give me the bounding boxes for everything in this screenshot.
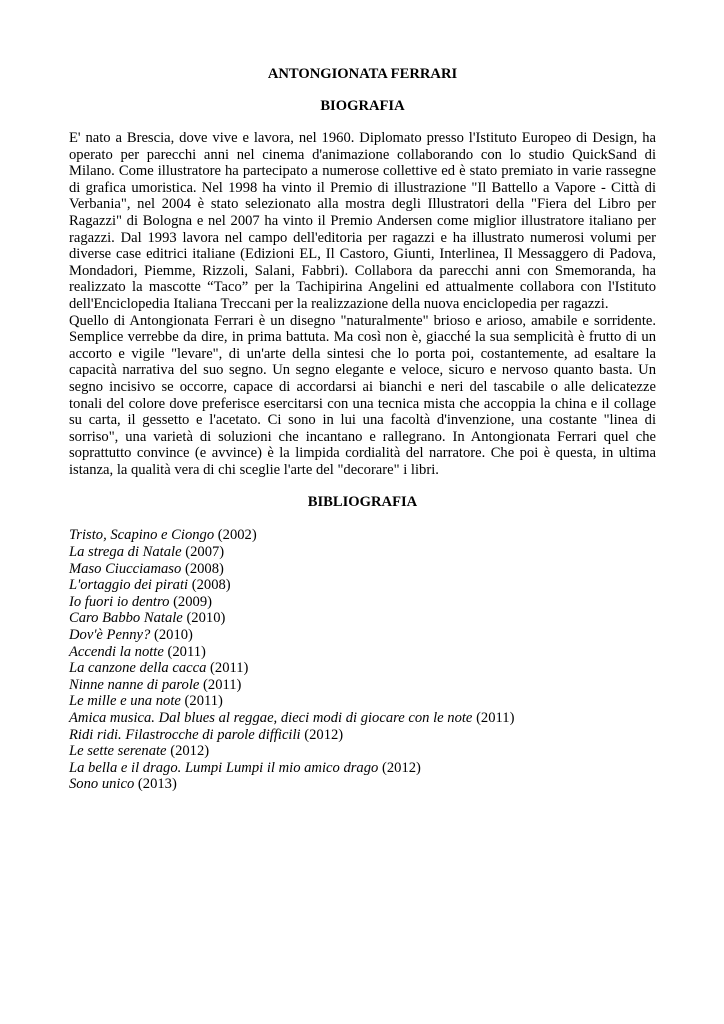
document-page	[69, 66, 656, 793]
book-title: La strega di Natale	[69, 544, 182, 561]
book-year: (2011)	[184, 693, 223, 710]
book-year: (2008)	[184, 560, 224, 577]
book-year: (2013)	[137, 776, 177, 793]
book-year: (2011)	[167, 643, 206, 660]
bibliography-item	[69, 577, 656, 594]
book-title: Maso Ciucciamaso	[69, 560, 182, 577]
bibliography-item	[69, 693, 656, 710]
bibliography-item	[69, 760, 656, 777]
biography-text	[69, 130, 656, 478]
book-title: Accendi la notte	[69, 643, 164, 660]
book-year: (2010)	[153, 627, 193, 644]
book-year: (2011)	[203, 676, 242, 693]
book-title: Tristo, Scapino e Ciongo	[69, 527, 215, 544]
author-heading: ANTONGIONATA FERRARI	[267, 66, 458, 82]
biography-paragraph-2: Quello di Antongionata Ferrari è un disegno "naturalmente" brioso e arioso, amabile e sorridente. Semplice verrebbe da dire, in prima battuta. Ma così non è, giacché la sua semplicità è frutto di un accorto e vigile "levare", di un'arte della sintesi che lo porta poi, costantemente, ad esaltare la capacità narrativa del suo segno. Un segno elegante e veloce, sicuro e nervoso quanto basta. Un segno incisivo se occorre, capace di accordarsi ai bianchi e neri del tascabile o alle delicatezze tonali del colore dove preferisce esercitarsi con una tecnica mista che accoppia la china e il collage su carta, il gessetto e l'acetato. Ci sono in lui una facoltà d'invenzione, una costante "linea di sorriso", una varietà di soluzioni che incantano e rallegrano. In Antongionata Ferrari quel che soprattutto convince (e avvince) è la limpida cordialità del narratore. Che poi è questa, in ultima istanza, la qualità vera di chi sceglie l'arte del "decorare" i libri.	[69, 312, 656, 478]
book-title: Amica musica. Dal blues al reggae, dieci modi di giocare con le note	[69, 710, 473, 726]
book-title: Io fuori io dentro	[69, 593, 170, 610]
bibliography-item	[69, 727, 656, 744]
bibliography-item	[69, 677, 656, 694]
bibliography-item	[69, 627, 656, 644]
book-title: Le mille e una note	[69, 693, 181, 710]
bibliography-item	[69, 594, 656, 611]
book-year: (2012)	[381, 759, 421, 776]
bibliography-item	[69, 644, 656, 661]
book-year: (2009)	[173, 593, 212, 610]
book-title: Le sette serenate	[69, 743, 167, 760]
bibliography-item	[69, 610, 656, 627]
book-year: (2012)	[304, 726, 344, 743]
book-year: (2011)	[476, 710, 515, 726]
book-title: Sono unico	[69, 776, 135, 793]
bibliography-item	[69, 561, 656, 578]
book-year: (2002)	[217, 527, 257, 544]
biography-paragraph-1: E' nato a Brescia, dove vive e lavora, nel 1960. Diplomato presso l'Istituto Europeo di Design, ha operato per parecchi anni nel cinema d'animazione collaborando con lo studio QuickSand di Milano. Come illustratore ha partecipato a numerose collettive ed è stato premiato in varie rassegne di grafica umoristica. Nel 1998 ha vinto il Premio di illustrazione "Il Battello a Vapore - Città di Verbania", nel 2004 è stato selezionato alla mostra degli Illustratori della "Fiera del Libro per Ragazzi" di Bologna e nel 2007 ha vinto il Premio Andersen come miglior illustratore italiano per ragazzi. Dal 1993 lavora nel campo dell'editoria per ragazzi e ha illustrato numerosi volumi per diverse case editrici italiane (Edizioni EL, Il Castoro, Giunti, Interlinea, Il Messaggero di Padova, Mondadori, Piemme, Rizzoli, Salani, Fabbri). Collabora da parecchi anni con Smemoranda, ha realizzato la mascotte “Taco” per la Tachipirina Angelini ed attualmente collabora con l'Istituto dell'Enciclopedia Italiana Treccani per la realizzazione della nuova enciclopedia per ragazzi.	[69, 130, 656, 312]
book-title: L'ortaggio dei pirati	[69, 577, 189, 594]
bibliography-list	[69, 527, 656, 793]
bibliography-item	[69, 544, 656, 561]
book-title: Ninne nanne di parole	[69, 676, 200, 693]
book-year: (2010)	[186, 610, 226, 627]
bibliography-item	[69, 660, 656, 677]
bibliography-item	[69, 743, 656, 760]
book-title: Dov'è Penny?	[69, 627, 151, 644]
bibliography-item	[69, 710, 656, 727]
book-year: (2007)	[185, 544, 225, 561]
book-year: (2012)	[170, 743, 210, 760]
book-year: (2011)	[210, 660, 249, 677]
bibliography-item	[69, 776, 656, 793]
book-title: La bella e il drago. Lumpi Lumpi il mio amico drago	[69, 759, 379, 776]
book-title: La canzone della cacca	[69, 660, 207, 677]
book-title: Ridi ridi. Filastrocche di parole difficili	[69, 726, 301, 743]
bibliography-item	[69, 527, 656, 544]
biography-heading: BIOGRAFIA	[320, 98, 405, 114]
book-title: Caro Babbo Natale	[69, 610, 183, 627]
book-year: (2008)	[191, 577, 231, 594]
bibliography-heading: BIBLIOGRAFIA	[307, 494, 418, 511]
